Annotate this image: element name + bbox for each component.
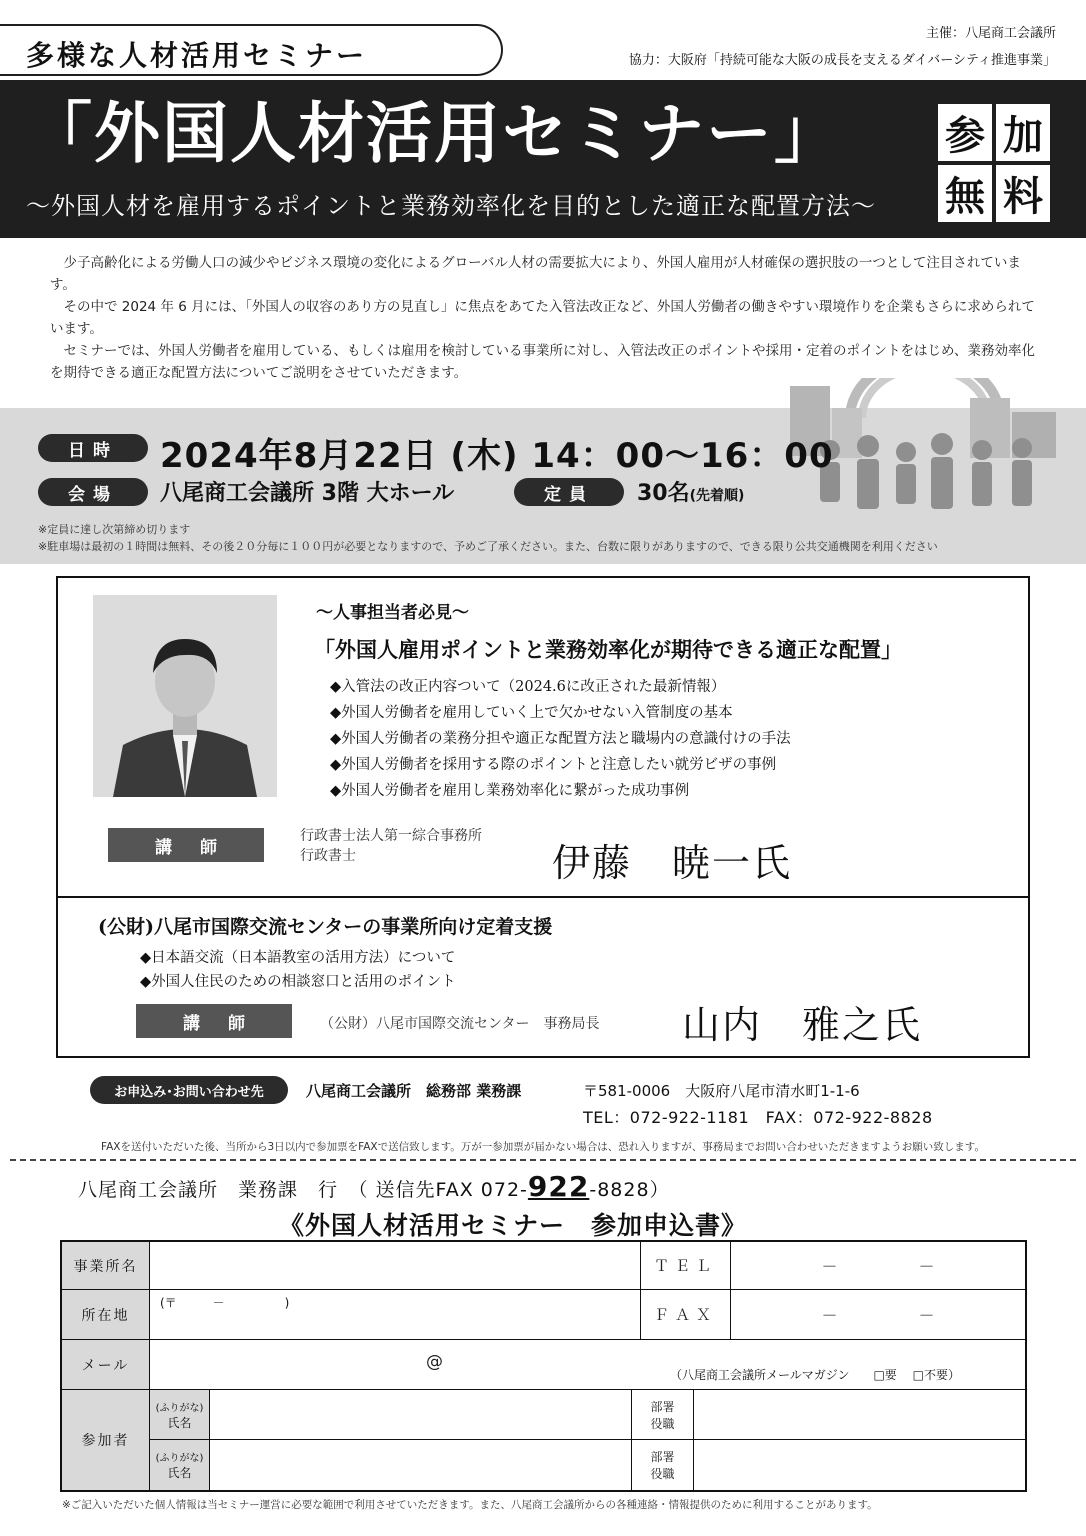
program-kicker: ～人事担当者必見～ bbox=[316, 603, 469, 623]
page-subtitle: ～外国人材を雇用するポイントと業務効率化を目的とした適正な配置方法～ bbox=[26, 192, 876, 220]
support-section-title: (公財)八尾市国際交流センターの事業所向け定着支援 bbox=[98, 916, 553, 938]
name-label-text: 氏名 bbox=[167, 1466, 192, 1480]
furigana-label: (ふりがな) bbox=[155, 1402, 204, 1414]
role-label: 役職 bbox=[650, 1416, 675, 1431]
topic-item: ◆外国人労働者を雇用していく上で欠かせない入管制度の基本 bbox=[330, 705, 733, 721]
topic-item: ◆入管法の改正内容ついて（2024.6に改正された最新情報） bbox=[330, 679, 726, 695]
dash: － bbox=[821, 1306, 838, 1325]
contact-phone-fax: TEL：072-922-1181 FAX：072-922-8828 bbox=[583, 1108, 933, 1127]
event-notes bbox=[38, 521, 938, 555]
newsletter-option[interactable]: （八尾商工会議所メールマガジン □要 □不要） bbox=[670, 1368, 960, 1382]
form-title: 《外国人材活用セミナー 参加申込書》 bbox=[278, 1211, 747, 1240]
series-pill bbox=[0, 24, 503, 76]
address-label: 所在地 bbox=[62, 1290, 150, 1340]
email-label: メール bbox=[62, 1340, 150, 1390]
affiliation-line: 行政書士法人第一綜合事務所 bbox=[300, 828, 482, 844]
event-date: 2024年8月22日 (木) 14：00～16：00 bbox=[160, 436, 834, 476]
note-line: ※駐車場は最初の１時間は無料、その後２０分毎に１００円が必要となりますので、予めご了承ください。また、台数に限りがありますので、できる限り公共交通機関を利用ください bbox=[38, 540, 938, 553]
lecturer1-affiliation bbox=[300, 826, 482, 866]
participant2-dept-field[interactable] bbox=[694, 1440, 1025, 1490]
contact-address: 〒581-0006 大阪府八尾市清水町1-1-6 bbox=[583, 1082, 860, 1100]
name-label-text: 氏名 bbox=[167, 1415, 192, 1430]
zip-placeholder: (〒 － ) bbox=[160, 1296, 290, 1310]
support-topics bbox=[140, 946, 456, 994]
fax-note: FAXを送付いただいた後、当所から3日以内で参加票をFAXで送信致します。万が一参加票が届かない場合は、恐れ入りますが、事務局までお問い合わせいただきますようお願い致します。 bbox=[101, 1141, 985, 1153]
topic-item: ◆日本語交流（日本語教室の活用方法）について bbox=[140, 950, 456, 966]
lecturer1-name: 伊藤 暁一氏 bbox=[552, 841, 793, 885]
fax-destination-suffix: -8828） bbox=[589, 1179, 670, 1201]
application-form bbox=[60, 1240, 1027, 1492]
furigana-label: (ふりがな) bbox=[155, 1453, 204, 1464]
topic-item: ◆外国人労働者の業務分担や適正な配置方法と職場内の意識付けの手法 bbox=[330, 731, 791, 747]
note-line: ※定員に達し次第締め切ります bbox=[38, 523, 191, 536]
affiliation-line: 行政書士 bbox=[300, 848, 356, 864]
series-title: 多様な人材活用セミナー bbox=[26, 39, 368, 72]
intro-text bbox=[50, 252, 1040, 384]
participant1-dept-field[interactable] bbox=[694, 1390, 1025, 1440]
program-box bbox=[56, 576, 1030, 1058]
role-label: 役職 bbox=[650, 1467, 675, 1481]
date-tag: 日時 bbox=[38, 434, 148, 462]
name-label bbox=[150, 1440, 210, 1490]
participant-label: 参加者 bbox=[62, 1390, 150, 1490]
fax-destination bbox=[78, 1170, 670, 1203]
tel-field[interactable] bbox=[731, 1242, 1025, 1290]
section-divider bbox=[58, 896, 1028, 898]
program-title: 「外国人雇用ポイントと業務効率化が期待できる適正な配置」 bbox=[314, 637, 902, 662]
page-title: 「外国人材活用セミナー」 bbox=[26, 95, 842, 172]
organizer: 主催：八尾商工会議所 bbox=[925, 26, 1056, 41]
contact-label: お申込み･お問い合わせ先 bbox=[90, 1076, 288, 1104]
badge-char: 参 bbox=[938, 104, 992, 161]
capacity-value: 30名 bbox=[637, 481, 690, 506]
dash: － bbox=[821, 1257, 838, 1276]
cut-line bbox=[10, 1159, 1076, 1161]
fax-field[interactable] bbox=[731, 1290, 1025, 1340]
address-field[interactable] bbox=[150, 1290, 641, 1340]
fax-label: ＦＡＸ bbox=[641, 1290, 731, 1340]
intro-paragraph: セミナーでは、外国人労働者を雇用している、もしくは雇用を検討している事業所に対し、入管法改正のポイントや採用・定着のポイントをはじめ、業務効率化を期待できる適正な配置方法についてご説明をさせていただきます。 bbox=[50, 343, 1035, 381]
topic-item: ◆外国人住民のための相談窓口と活用のポイント bbox=[140, 974, 456, 990]
lecturer2-name: 山内 雅之氏 bbox=[682, 1003, 923, 1047]
lecturer2-affiliation: （公財）八尾市国際交流センター 事務局長 bbox=[320, 1016, 600, 1032]
lecturer-label: 講師 bbox=[136, 1004, 292, 1038]
intro-paragraph: 少子高齢化による労働人口の減少やビジネス環境の変化によるグローバル人材の需要拡大により、外国人雇用が人材確保の選択肢の一つとして注目されています。 bbox=[50, 255, 1021, 293]
badge-char: 料 bbox=[996, 165, 1050, 222]
dept-role-label bbox=[632, 1390, 694, 1440]
email-field[interactable] bbox=[150, 1340, 1025, 1390]
dash: － bbox=[918, 1257, 935, 1276]
badge-char: 加 bbox=[996, 104, 1050, 161]
badge-char: 無 bbox=[938, 165, 992, 222]
cooperation: 協力：大阪府「持続可能な大阪の成長を支えるダイバーシティ推進事業」 bbox=[628, 53, 1056, 68]
event-venue: 八尾商工会議所 3階 大ホール bbox=[160, 481, 455, 506]
lecturer-portrait-image bbox=[93, 595, 277, 797]
capacity-note: (先着順) bbox=[689, 488, 745, 504]
topic-item: ◆外国人労働者を採用する際のポイントと注意したい就労ビザの事例 bbox=[330, 757, 777, 773]
office-name-field[interactable] bbox=[150, 1242, 641, 1290]
contact-department: 八尾商工会議所 総務部 業務課 bbox=[306, 1082, 522, 1100]
tel-label: ＴＥＬ bbox=[641, 1242, 731, 1290]
dash: － bbox=[918, 1306, 935, 1325]
participant2-name-field[interactable] bbox=[210, 1440, 632, 1490]
privacy-note: ※ご記入いただいた個人情報は当セミナー運営に必要な範囲で利用させていただきます。また、八尾商工会議所からの各種連絡・情報提供のために利用することがあります。 bbox=[62, 1499, 878, 1511]
free-admission-badge bbox=[935, 101, 1053, 220]
venue-tag: 会場 bbox=[38, 478, 148, 506]
at-sign: @ bbox=[426, 1352, 443, 1372]
lecturer-photo bbox=[93, 595, 277, 797]
event-capacity bbox=[637, 476, 744, 507]
dept-label: 部署 bbox=[650, 1450, 675, 1464]
program-topics bbox=[330, 674, 791, 804]
topic-item: ◆外国人労働者を雇用し業務効率化に繋がった成功事例 bbox=[330, 783, 690, 799]
fax-destination-highlight: 922 bbox=[527, 1170, 590, 1203]
capacity-tag: 定員 bbox=[514, 478, 624, 506]
office-label: 事業所名 bbox=[62, 1242, 150, 1290]
dept-label: 部署 bbox=[650, 1399, 675, 1414]
participant1-name-field[interactable] bbox=[210, 1390, 632, 1440]
fax-destination-prefix: 八尾商工会議所 業務課 行 （ 送信先FAX 072- bbox=[78, 1179, 528, 1201]
intro-paragraph: その中で 2024 年 6 月には、「外国人の収容のあり方の見直し」に焦点をあてた入管法改正など、外国人労働者の働きやすい環境作りを企業もさらに求められています。 bbox=[50, 299, 1035, 337]
dept-role-label bbox=[632, 1440, 694, 1490]
name-label bbox=[150, 1390, 210, 1440]
lecturer-label: 講師 bbox=[108, 828, 264, 862]
